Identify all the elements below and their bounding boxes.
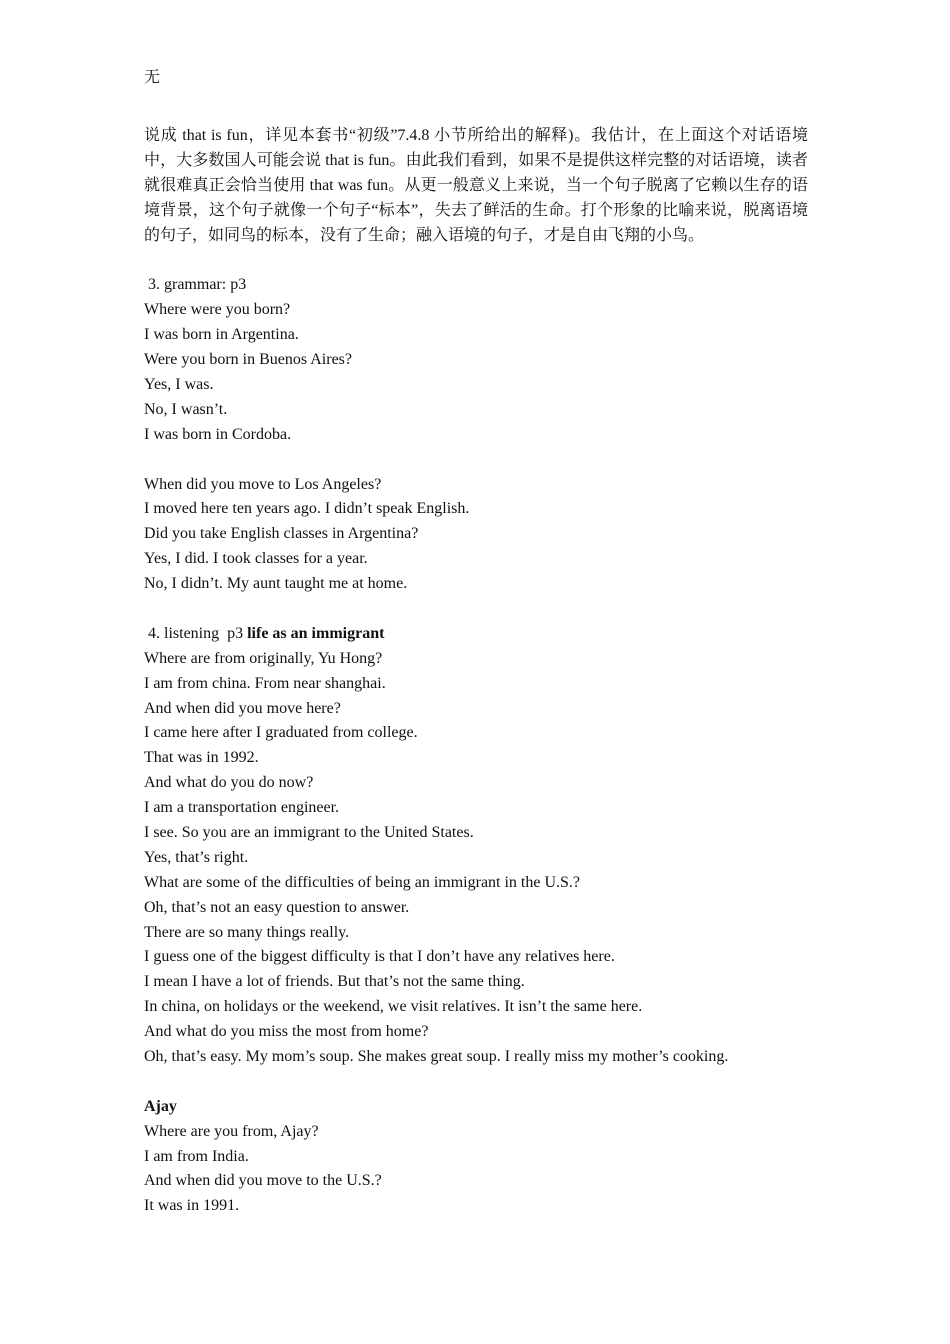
dialogue-line: Where are you from, Ajay?: [144, 1122, 319, 1140]
dialogue-line: I am a transportation engineer.: [144, 799, 340, 817]
page-header: 无: [144, 67, 161, 86]
listening-heading: [144, 622, 808, 647]
dialogue-line: I moved here ten years ago. I didn’t speak English.: [144, 500, 470, 518]
spacer: [144, 249, 808, 274]
dialogue-line: Where were you born?: [144, 301, 291, 319]
listening-heading-prefix: 4. listening p3: [144, 624, 248, 642]
listening-lines: [144, 647, 808, 1070]
spacer: [144, 448, 808, 473]
grammar-lines-a: [144, 298, 808, 447]
intro-paragraph: 说成 that is fun，详见本套书“初级”7.4.8 小节所给出的解释)。我估计，在上面这个对话语境中，大多数国人可能会说 that is fun。由此我们看到，如果不是提供这样完整的对话语境，读者就很难真正会恰当使用 that was fun。从更一般意义上来说，当一个句子脱离了它赖以生存的语境背景，这个句子就像一个句子“标本”，失去了鲜活的生命。打个形象的比喻来说，脱离语境的句子，如同鸟的标本，没有了生命；融入语境的句子，才是自由飞翔的小鸟。: [144, 127, 808, 244]
dialogue-line: It was in 1991.: [144, 1197, 240, 1215]
dialogue-line: And when did you move to the U.S.?: [144, 1172, 382, 1190]
dialogue-line: Yes, I did. I took classes for a year.: [144, 550, 368, 568]
dialogue-line: I mean I have a lot of friends. But that’s not the same thing.: [144, 973, 525, 991]
dialogue-line: In china, on holidays or the weekend, we visit relatives. It isn’t the same here.: [144, 998, 643, 1016]
dialogue-line: I am from India.: [144, 1147, 249, 1165]
dialogue-line: Oh, that’s easy. My mom’s soup. She makes great soup. I really miss my mother’s cooking.: [144, 1048, 729, 1066]
dialogue-line: There are so many things really.: [144, 923, 350, 941]
dialogue-line: I see. So you are an immigrant to the United States.: [144, 824, 474, 842]
dialogue-line: I came here after I graduated from college.: [144, 724, 418, 742]
spacer: [144, 1070, 808, 1095]
grammar-lines-b: [144, 473, 808, 597]
dialogue-line: I am from china. From near shanghai.: [144, 674, 386, 692]
dialogue-line: When did you move to Los Angeles?: [144, 475, 382, 493]
dialogue-line: That was in 1992.: [144, 749, 259, 767]
dialogue-line: Did you take English classes in Argentina?: [144, 525, 419, 543]
listening-heading-title: life as an immigrant: [247, 624, 385, 642]
grammar-heading: 3. grammar: p3: [144, 276, 247, 294]
dialogue-line: Yes, I was.: [144, 375, 214, 393]
dialogue-line: I guess one of the biggest difficulty is that I don’t have any relatives here.: [144, 948, 615, 966]
dialogue-line: And what do you miss the most from home?: [144, 1023, 429, 1041]
dialogue-line: I was born in Argentina.: [144, 326, 299, 344]
ajay-lines: [144, 1120, 808, 1220]
dialogue-line: Yes, that’s right.: [144, 848, 249, 866]
dialogue-line: Were you born in Buenos Aires?: [144, 351, 352, 369]
dialogue-line: And what do you do now?: [144, 774, 314, 792]
spacer: [144, 597, 808, 622]
dialogue-line: And when did you move here?: [144, 699, 341, 717]
document-body: [144, 124, 808, 1219]
dialogue-line: No, I wasn’t.: [144, 400, 228, 418]
ajay-heading: Ajay: [144, 1097, 177, 1115]
dialogue-line: No, I didn’t. My aunt taught me at home.: [144, 575, 408, 593]
dialogue-line: What are some of the difficulties of being an immigrant in the U.S.?: [144, 873, 581, 891]
dialogue-line: Where are from originally, Yu Hong?: [144, 649, 383, 667]
dialogue-line: I was born in Cordoba.: [144, 425, 292, 443]
dialogue-line: Oh, that’s not an easy question to answer.: [144, 898, 410, 916]
